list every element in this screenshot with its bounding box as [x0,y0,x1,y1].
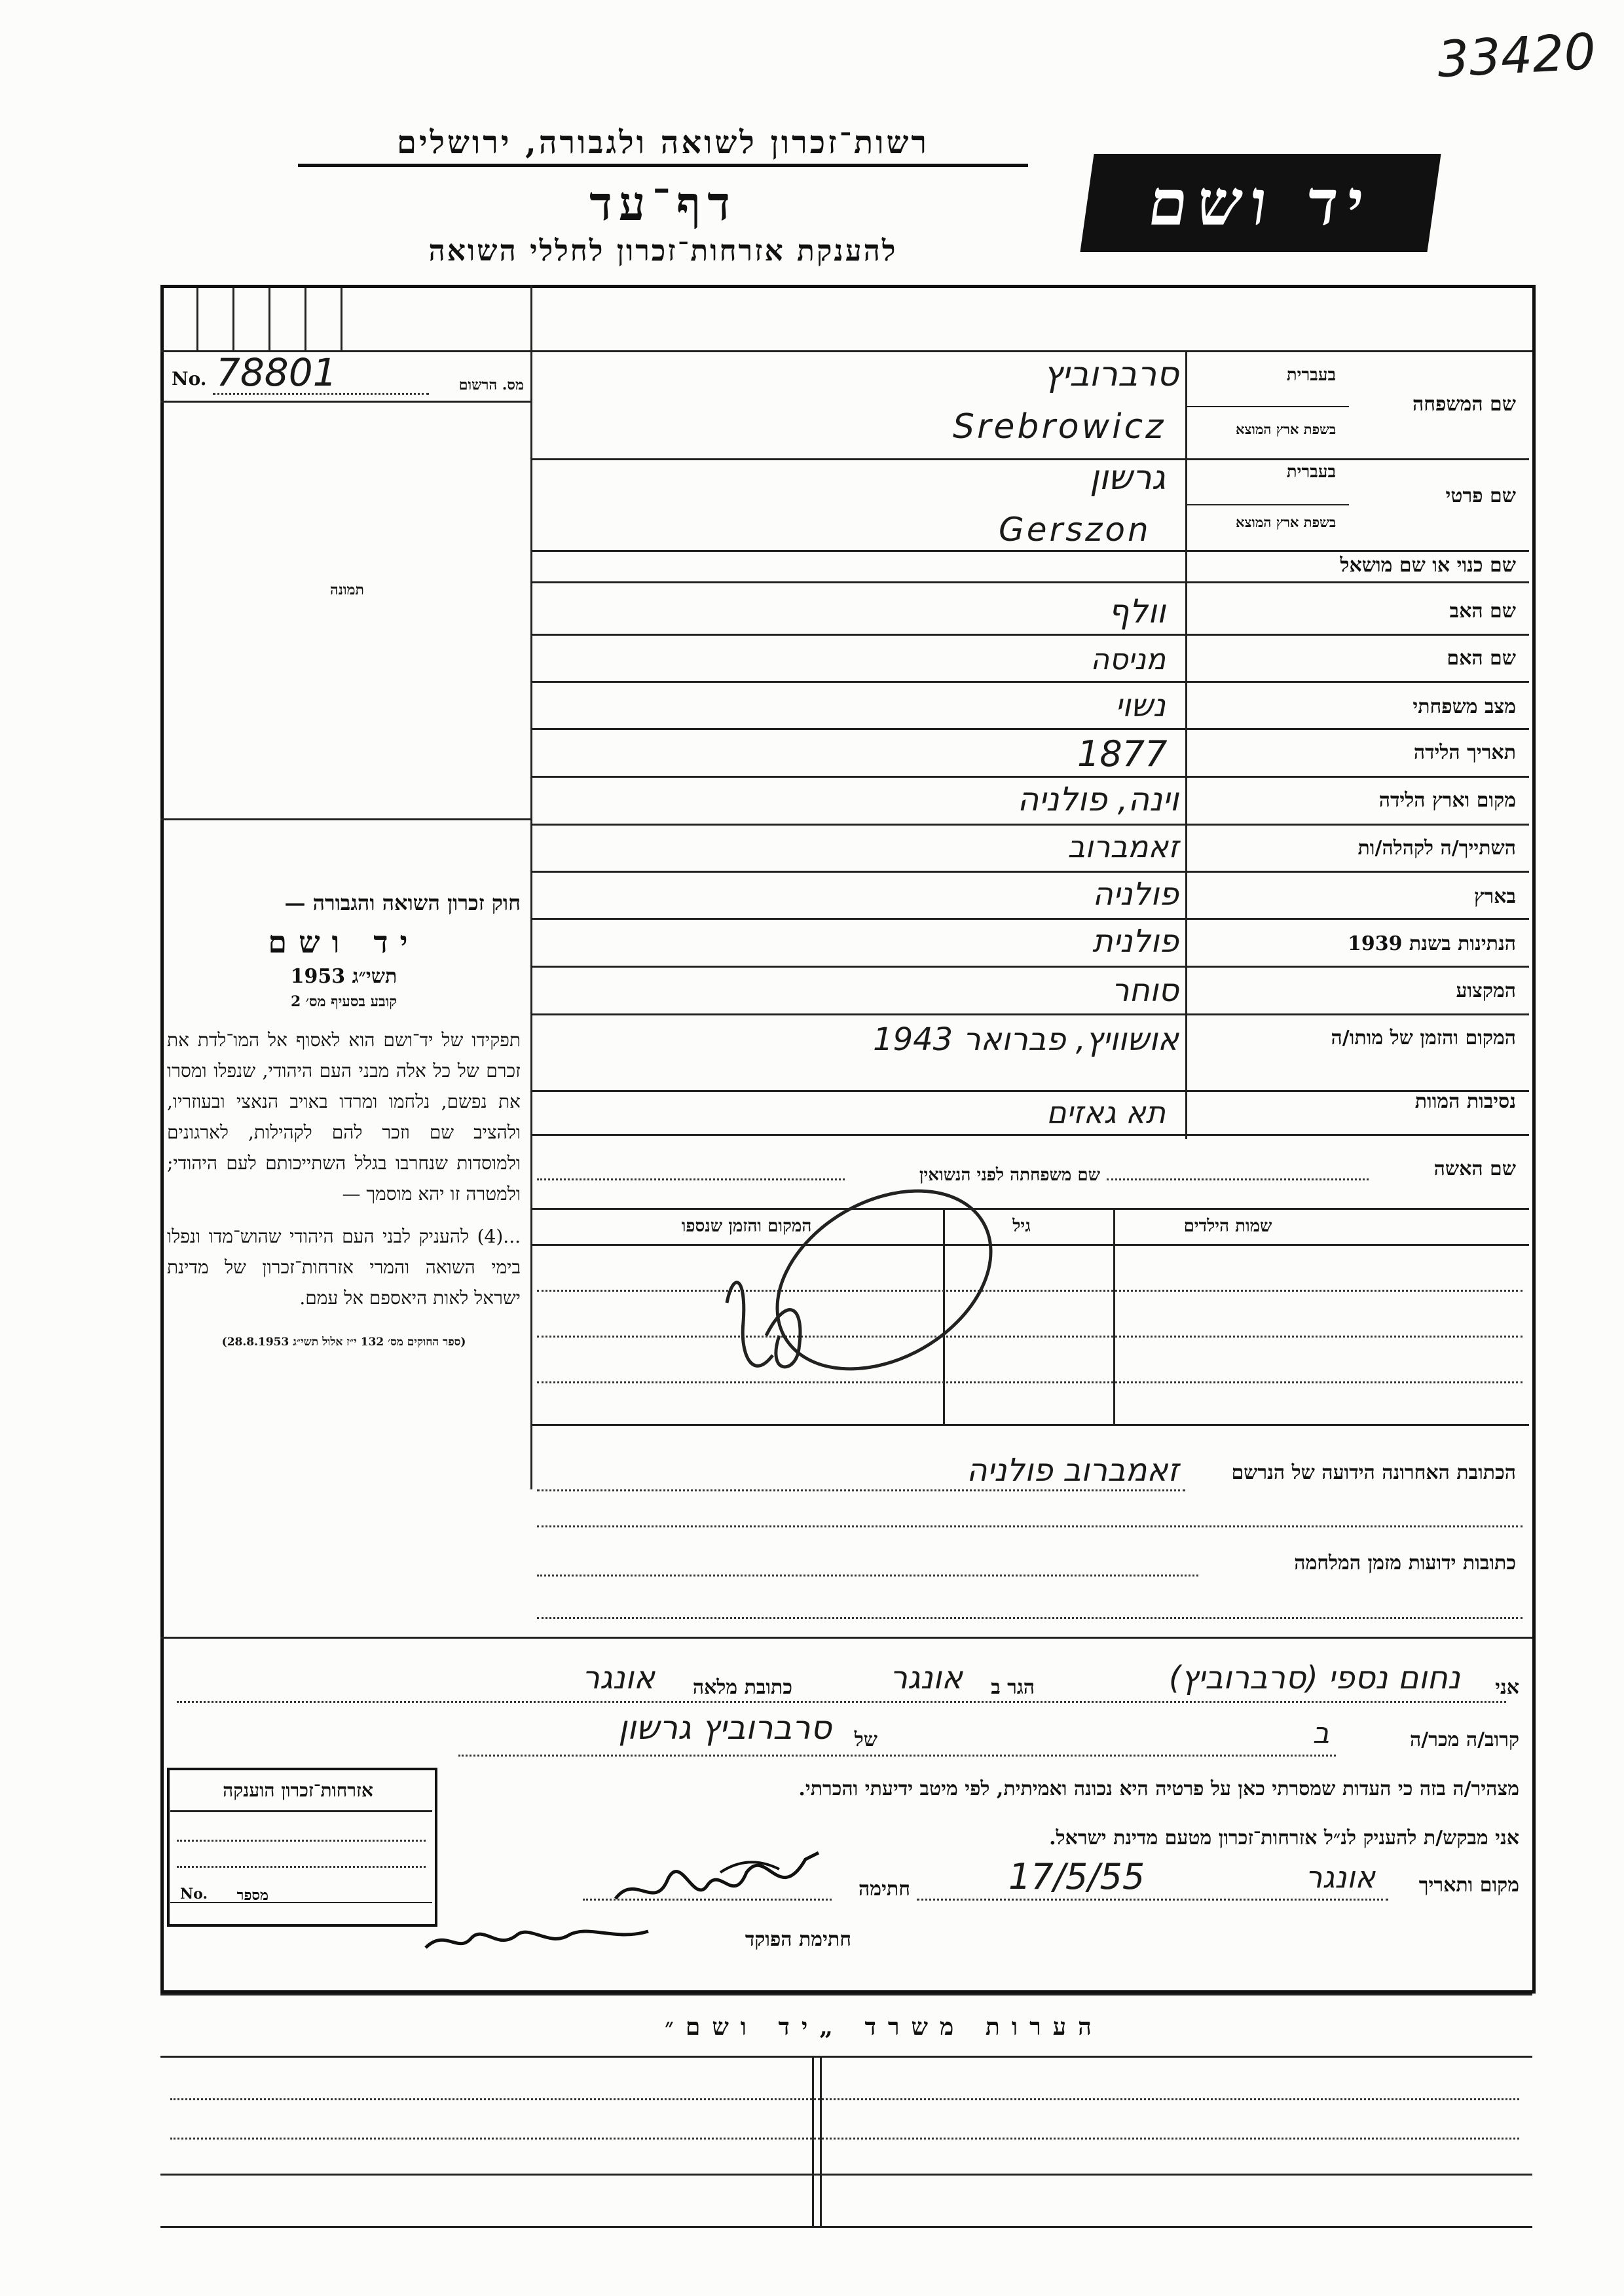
citizenship-no-label: No. [180,1886,208,1903]
relative-value: ב [1312,1717,1329,1750]
law-clause: קובע בסעיף מס׳ 2 [290,993,397,1010]
mother-name-label: שם האם [1447,647,1516,670]
relative-label: קרוב/ה מכר/ה [1410,1728,1519,1751]
full-address-value: אונגר [581,1660,655,1696]
children-names-header: שמות הילדים [1183,1216,1272,1236]
witness-name-value: נחום נספי (סרברוביץ) [1168,1660,1460,1696]
community-label: השתייך/ה לקהלה/ות [1357,837,1516,860]
declaration-i-label: אני [1495,1676,1519,1699]
nationality-1939-value: פולנית [1092,923,1179,960]
first-name-latin-value: Gerszon [999,511,1151,549]
photo-label: תמונה [330,581,364,598]
father-name-label: שם האב [1449,600,1516,623]
marital-status-value: נשוי [1115,687,1166,724]
official-stamp-icon [688,1139,1080,1414]
profession-label: המקצוע [1456,979,1516,1002]
form-title: דף־עד [589,175,737,231]
first-name-label: שם פרטי [1445,484,1516,507]
children-age-header: גיל [1012,1216,1031,1236]
children-death-header: המקום והזמן שנספו [681,1216,812,1236]
family-name-label: שם המשפחה [1412,393,1516,416]
lives-in-label: הגר ב [991,1676,1035,1699]
declaration-request: אני מבקש/ת להעניק לנ״ל אזרחות־זכרון מטעם מדינת ישראל. [1049,1827,1519,1850]
authority-heading: רשות־זכרון לשואה ולגבורה, ירושלים [298,124,1028,167]
first-name-origin-sublabel: בשפת ארץ המוצא [1236,514,1336,530]
declaration-statement: מצהיר/ה בזה כי העדות שמסרתי כאן על פרטיה היא נכונה ואמיתית, לפי מיטב ידיעתי והכרתי. [798,1777,1519,1800]
registration-label: מס. הרשום [458,376,524,393]
law-paragraph-1: תפקידו של יד־ושם הוא לאסוף אל המו־לדת את זכרם של כל אלה מבני העם היהודי, שנפלו ומסרו את נפשם, נלחמו ומרדו באויב הנאצי ובעוזריו, ולהציב שם וזכר להם לקהילות, לארגונים ולמוסדות שנחרבו בגלל השתייכותם לעם היהודי; ולמטרה זו יהא מוסמך — [167,1029,521,1205]
father-name-value: וולף [1108,592,1166,630]
declaration-place-value: אונגר [1305,1859,1375,1895]
death-circumstances-label: נסיבות המוות [1414,1090,1516,1113]
relative-of-value: סרברוביץ גרשון [618,1709,832,1747]
declaration-date-value: 17/5/55 [1008,1856,1145,1897]
family-name-hebrew-sublabel: בעברית [1286,365,1336,385]
law-name: יד ושם [268,924,420,960]
relative-of-label: של [854,1728,877,1751]
war-addresses-label: כתובות ידועות מזמן המלחמה [1294,1552,1516,1575]
registration-prefix: No. [172,368,207,390]
last-address-value: זאמברוב פולניה [967,1452,1179,1489]
office-notes-title: הערות משרד „יד ושם״ [665,2013,1103,2041]
law-box [167,890,521,1349]
country-label: בארץ [1473,885,1516,908]
death-place-time-label: המקום והזמן של מותו/ה [1331,1027,1516,1049]
witness-city-value: אונגר [889,1660,963,1696]
country-value: פולניה [1092,876,1179,913]
death-place-time-value: אושוויץ, פברואר 1943 [873,1021,1179,1058]
marital-status-label: מצב משפחתי [1412,695,1516,718]
mother-name-value: מניסה [1090,643,1166,676]
spouse-label: שם האשה [1433,1157,1516,1180]
first-name-hebrew-sublabel: בעברית [1286,462,1336,482]
profession-value: סוחר [1111,972,1179,1009]
officer-signature-label: חתימת הפוקד [745,1928,851,1951]
first-name-hebrew-value: גרשון [1090,458,1166,498]
birth-place-value: וינה, פולניה [1017,780,1179,818]
witness-signature-icon [609,1833,832,1925]
death-circumstances-value: תא גאזים [1046,1095,1166,1130]
spouse-maiden-label: שם משפחתה לפני הנשואין [919,1165,1100,1185]
law-paragraph-2: ...(4) להעניק לבני העם היהודי שהוש־מדו ונפלו בימי השואה והמרי אזרחות־זכרון של מדינת ישראל לאות היאספם אל עמם. [167,1226,521,1309]
citizenship-box-title: אזרחות־זכרון הוענקה [223,1779,373,1801]
family-name-latin-value: Srebrowicz [953,407,1166,446]
registration-number: 78801 [216,350,337,395]
place-date-label: מקום ותאריך [1418,1874,1519,1897]
law-citation: (ספר החוקים מס׳ 132 י״ז אלול תשי״ג 28.8.1953) [221,1336,466,1349]
nationality-1939-label: הנתינות בשנת 1939 [1347,932,1516,955]
citizenship-number-label: מספר [236,1887,268,1904]
form-subtitle: להענקת אזרחות־זכרון לחללי השואה [428,234,898,268]
law-year: תשי״ג 1953 [290,965,397,988]
family-name-hebrew-value: סרברוביץ [1043,355,1179,394]
officer-signature-icon [419,1915,655,1967]
archive-number: 33420 [1435,22,1597,89]
nickname-label: שם כנוי או שם מושאל [1340,554,1516,577]
birth-date-value: 1877 [1077,733,1168,774]
birth-date-label: תאריך הלידה [1413,741,1516,764]
family-name-origin-sublabel: בשפת ארץ המוצא [1236,421,1336,437]
birth-place-label: מקום וארץ הלידה [1378,789,1516,812]
signature-label: חתימה [858,1878,910,1901]
last-address-label: הכתובת האחרונה הידועה של הנרשם [1231,1461,1516,1484]
full-address-label: כתובת מלאה [692,1676,792,1699]
law-title: חוק זכרון השואה והגבורה — [284,890,521,915]
community-value: זאמברוב [1067,829,1179,864]
yad-vashem-logo: יד ושם [1080,154,1441,252]
